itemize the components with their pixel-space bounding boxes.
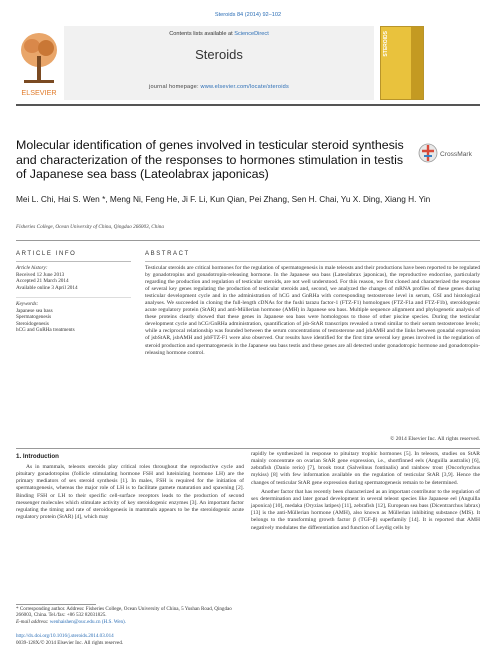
divider-bottom — [16, 448, 480, 449]
keywords — [16, 301, 134, 334]
email-label: E-mail address: — [16, 618, 50, 625]
journal-homepage — [64, 84, 374, 90]
cover-band — [411, 27, 423, 100]
email-link[interactable]: wenhaishen@ouc.edu.cn (H.S. Wen). — [49, 618, 126, 625]
doi-link[interactable]: http://dx.doi.org/10.1016/j.steroids.2014.03.014 — [16, 633, 114, 639]
keyword-item: hCG and GnRHa treatments — [16, 327, 75, 333]
sciencedirect-link[interactable]: ScienceDirect — [234, 31, 269, 37]
footnote-divider — [16, 604, 96, 605]
crossmark-badge[interactable] — [418, 142, 480, 164]
history-accepted: Accepted 21 March 2014 — [16, 278, 69, 284]
header-divider — [16, 104, 480, 106]
article-info-divider — [16, 261, 131, 262]
abstract-text: Testicular steroids are critical hormones for the regulation of spermatogenesis in male teleosts and their productions have been reported to be regulated by gonadotropins and gonadotropin-releasing hormone. In the Japanese sea bass (Lateolabrax japonicas), the reproductive endocrine, particularly regarding the production and regulation of testicular steroids, are not well understood. For this reason, we first cloned and characterized the response of several key genes regulating the production of testicular steroids and, second, we analyzed the changes of mRNA profiles of these genes during testicular development cycle and in the administration of hCG and GnRHa with corresponding testosterone level in serum, GSI and histological analyses. We succeeded in cloning the full-length cDNAs for the fushi tarazu factor-1 (FTZ-F1) homologues (FTZ-F1a and FTZ-F1b), steroidogenic acute regulatory protein (StAR) and anti-Müllerian hormone (AMH) in Japanese sea bass. Multiple sequence alignment and phylogenetic analysis of these proteins clearly showed that these genes in Japanese sea bass were homologous to those of other piscine species. During the testicular development cycle and hCG/GnRHa administration, quantification of jsb-StAR transcripts revealed a trend similar to their serum testosterone levels; while a reciprocal relationship was founded between the serum concentrations of testosterone and jsbAMH and the links between gonadal expression of jsbStAR, jsbAMH and jsbFTZ-F1 were also observed. Our results have identified for the first time several key genes involved in the regulation of steroid production and spermatogenesis in the Japanese sea bass testis and these genes are all detected under gonadotropic hormone and gonadotropin-releasing hormone control. — [145, 265, 480, 356]
history-received: Received 12 June 2013 — [16, 271, 65, 278]
copyright-notice: © 2014 Elsevier Inc. All rights reserved. — [390, 436, 480, 442]
contents-prefix: Contents lists available at — [169, 31, 235, 37]
homepage-prefix: journal homepage: — [149, 84, 201, 90]
section-heading-introduction: 1. Introduction — [16, 453, 59, 460]
body-text-left-column: As in mammals, teleosts steroids play critical roles throughout the reproductive cycle and pituitary gonadotropins (follicle stimulating hormone FSH and luteinizing hormone LH) are the primary mediators of sex steroid synthesis [1]. In males, FSH is required for the initiation of spermatogenesis, whereas the major role of LH is to facilitate gamete maturation and spawning [2]. Binding FSH or LH to their specific cell-surface receptors leads to the production of second messenger molecules which stimulate activity of key steroidogenic enzymes [3]. An important factor regulating the timing and rate of steroidogenesis in mammals appears to be the steroidogenic acute regulatory protein (StAR) [4], which may — [16, 464, 244, 521]
article-history — [16, 265, 134, 291]
abstract-heading: ABSTRACT — [145, 251, 190, 257]
keywords-divider — [16, 297, 131, 298]
body-text-right-column — [251, 451, 480, 534]
author-list: Mei L. Chi, Hai S. Wen *, Meng Ni, Feng He, Ji F. Li, Kun Qian, Pei Zhang, Sen H. Chai, Yu X. Ding, Xiang H. Yin — [16, 194, 431, 204]
article-title: Molecular identification of genes involved in testicular steroid synthesis and characterization of the responses to hormones stimulation in testis of Japanese sea bass (Lateolabrax japonicas) — [16, 138, 404, 182]
crossmark-icon — [418, 142, 480, 164]
elsevier-logo[interactable] — [16, 26, 62, 100]
elsevier-tree-icon — [16, 26, 62, 100]
article-info-heading: ARTICLE INFO — [16, 251, 77, 257]
body-paragraph: rapidly be synthesized in response to pituitary trophic hormones [5]. In teleosts, studies on StAR mainly concentrate on ovarian StAR gene expression, i.e., shortfinned eels (Anguilla australis) [6], zebrafish (Danio rerio) [7], brook trout (Salvelinus fontinalis) and rainbow trout (Oncorhynchus mykiss) [8] with few information available on the regulation of testicular StAR [3,9]. Hence the changes of testicular StAR gene expression during spermatogenesis remain to be determined. — [251, 451, 480, 486]
keyword-item: Spermatogenesis — [16, 314, 52, 320]
affiliation: Fisheries College, Ocean University of China, Qingdao 266003, China — [16, 224, 164, 230]
keywords-label: Keywords: — [16, 301, 39, 307]
homepage-link[interactable]: www.elsevier.com/locate/steroids — [200, 84, 289, 90]
journal-citation[interactable]: Steroids 84 (2014) 92–102 — [214, 12, 282, 18]
journal-name: Steroids — [195, 47, 243, 62]
body-paragraph: Another factor that has recently been characterized as an important contributor to the regulation of sex determination and later gonad development in several teleost species like Japanese eel (Anguilla japonica) [10], medaka (Oryzias latipes) [11], zebrafish [12], European sea bass (Dicentrarchus labrax) [13] is the anti-Müllerian hormone (AMH), also known as Müllerian inhibiting substance (MIS). It belongs to the transforming growth factor β (TGF-β) superfamily [14]. It is reported that AMH negatively modulates the differentiation and function of Leydig cells by — [251, 488, 480, 531]
issn-line: 0039-128X/© 2014 Elsevier Inc. All rights reserved. — [16, 640, 124, 646]
history-online: Available online 3 April 2014 — [16, 284, 78, 291]
corresponding-author-footnote — [16, 606, 244, 625]
history-label: Article history: — [16, 265, 48, 271]
keyword-item: Japanese sea bass — [16, 307, 53, 314]
crossmark-label: CrossMark — [440, 151, 472, 158]
email-line — [16, 619, 244, 625]
keyword-item: Steroidogenesis — [16, 320, 49, 327]
cover-title: STEROIDS — [383, 31, 389, 57]
divider-top — [16, 240, 480, 241]
contents-line — [64, 31, 374, 37]
footnote-text: * Corresponding author. Address: Fisheries College, Ocean University of China, 5 Yushan Road, Qingdao 266003, China. Tel./fax: +86 532 82031825. — [16, 606, 232, 619]
abstract-divider — [145, 261, 480, 262]
publisher-name: ELSEVIER — [21, 88, 57, 97]
journal-cover-thumbnail[interactable] — [380, 26, 424, 100]
